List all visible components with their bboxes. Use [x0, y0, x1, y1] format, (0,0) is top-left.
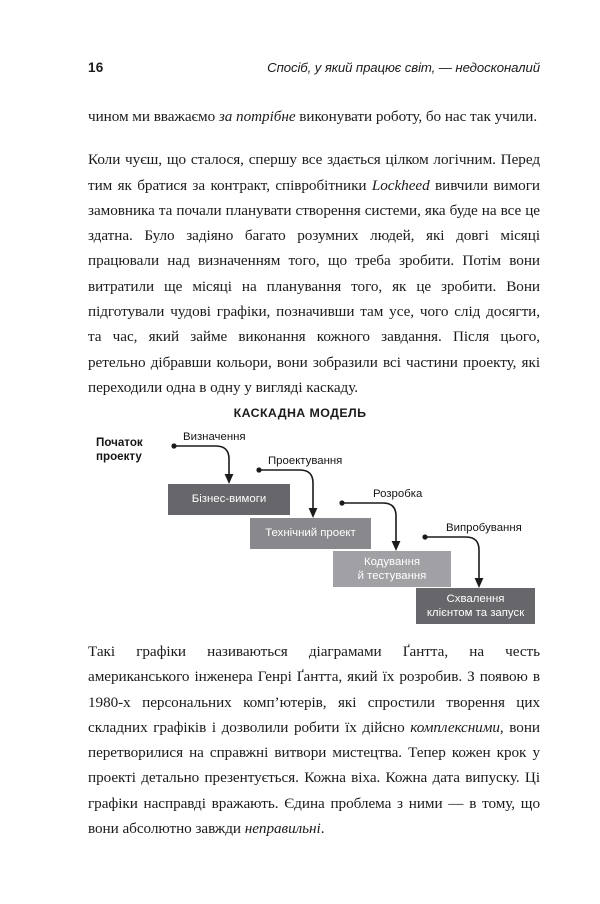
paragraph-1-part-b: виконувати роботу, бо нас так учили. [295, 108, 538, 125]
transition-label-development: Розробка [373, 488, 423, 500]
paragraph-3-emphasis-1: комплексними [410, 718, 500, 736]
transition-label-design: Проектування [268, 455, 343, 467]
page-number: 16 [88, 60, 104, 75]
paragraph-2 [88, 147, 540, 400]
stage-box-coding-testing-label [358, 555, 427, 583]
stage-box-business-requirements-label: Бізнес-вимоги [191, 493, 267, 506]
paragraph-2-part-b: вивчили вимоги замовника та почали планувати створення системи, яка буде на все це здатна. Було задіяно багато розумних людей, які довгі місяці працювали над визначенням того, що треба зробити. Потім вони витратили ще місяці на планування того, як це зробити. Вони підготували чудові графіки, позначивши там усе, чого слід досягти, та час, який займе виконання кожного завдання. Після цього, ретельно дібравши кольори, вони зобразили всі частини проекту, які переходили одна в одну у вигляді каскаду. [88, 176, 540, 396]
stage-box-client-approval-launch-line1: Схвалення [446, 592, 505, 605]
paragraph-2-part-a: Коли чуєш, що сталося, спершу все здається цілком логічним. Перед тим як братися за контракт, співробітники [88, 151, 540, 194]
body-text-bottom [88, 639, 540, 841]
paragraph-3-part-b: , вони перетворилися на справжні витвори мистецтва. Тепер кожен крок у проекті детально презентується. Кожна віха. Кожна дата випуску. Ці графіки насправді вражають. Єдина проблема з ними — в тому, що вони абсолютно завжди [88, 718, 540, 838]
paragraph-3-part-a: Такі графіки називаються діаграмами Ґантта, на честь американського інженера Генрі Ґантта, який їх розробив. З появою в 1980-х персональних комп’ютерів, які спростили творення цих складних графіків і дозволили робити їх дійсно [88, 643, 540, 736]
waterfall-figure [0, 396, 600, 636]
transition-label-definition: Визначення [183, 431, 246, 443]
paragraph-1-part-a: чином ми вважаємо [88, 108, 219, 125]
stage-box-client-approval-launch [416, 588, 535, 624]
figure-title: КАСКАДНА МОДЕЛЬ [233, 406, 367, 420]
paragraph-3-part-c: . [320, 820, 325, 838]
transition-label-testing: Випробування [446, 522, 522, 534]
stage-box-client-approval-launch-line2: клієнтом та запуск [426, 607, 525, 619]
paragraph-1 [88, 104, 540, 129]
running-title: Спосіб, у який працює світ, — недосконалий [267, 60, 540, 75]
paragraph-3 [88, 639, 540, 841]
stage-box-business-requirements [168, 484, 290, 515]
paragraph-3-emphasis-2: неправильні [244, 820, 321, 838]
figure-start-label-line1: Початок [96, 436, 143, 449]
stage-box-coding-testing-line2: й тестування [357, 570, 427, 582]
stage-box-technical-design [250, 518, 371, 549]
stage-box-coding-testing [333, 551, 451, 587]
body-text-top [88, 104, 540, 400]
running-head [88, 60, 540, 82]
stage-box-technical-design-label: Технічний проект [265, 527, 356, 540]
arrow-definition [171, 443, 233, 484]
paragraph-1-emphasis: за потрібне [218, 108, 296, 125]
paragraph-2-emphasis: Lockheed [371, 176, 430, 194]
stage-box-client-approval-launch-label [427, 592, 524, 620]
figure-start-label-line2: проекту [96, 450, 142, 463]
stage-box-coding-testing-line1: Кодування [363, 555, 421, 568]
